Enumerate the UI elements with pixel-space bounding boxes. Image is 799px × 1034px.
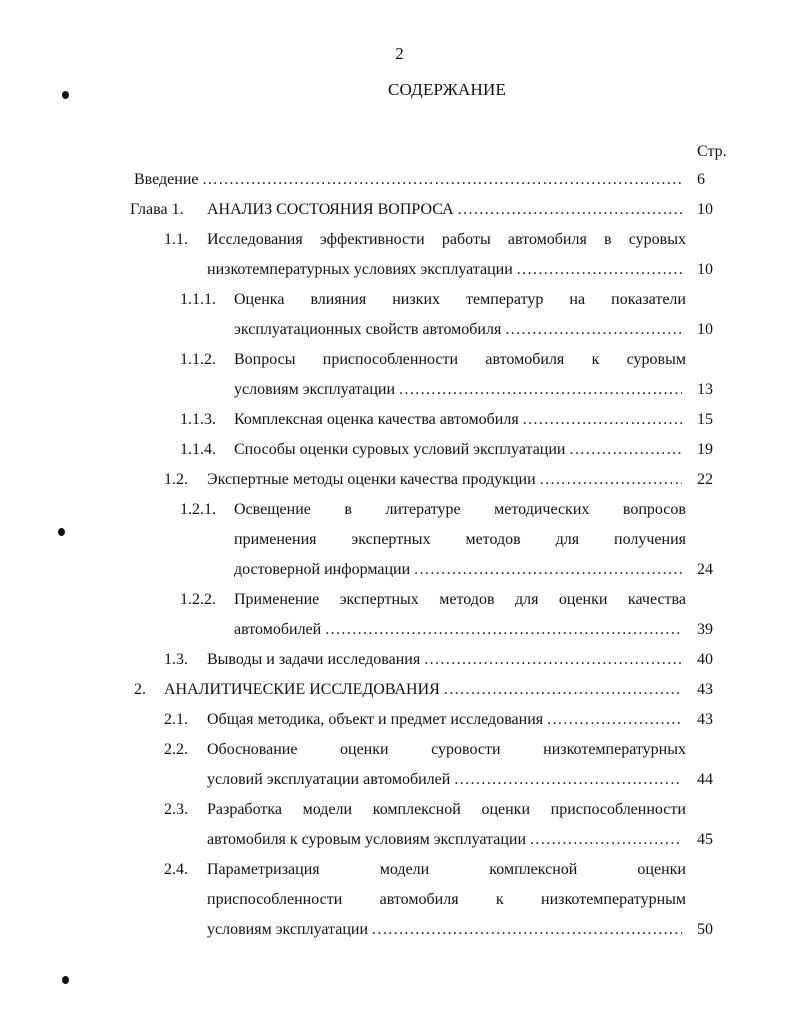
- toc-entry-line: [207, 260, 686, 280]
- dot-leader: [203, 170, 683, 190]
- toc-entry-number: 1.1.4.: [180, 441, 216, 458]
- toc-entry-line: [207, 650, 686, 670]
- dot-leader: [530, 830, 682, 850]
- dot-leader: [372, 920, 682, 940]
- toc-entry-line: [234, 320, 686, 340]
- dot-leader: [454, 770, 682, 790]
- toc-entry-number: 1.1.2.: [180, 351, 216, 368]
- toc-entry-title: достоверной информации: [234, 561, 411, 578]
- toc-entry-line: [207, 200, 686, 220]
- toc-page-number: 10: [697, 201, 713, 218]
- dot-leader: [414, 560, 682, 580]
- toc-page-number: 43: [697, 711, 713, 728]
- toc-entry-number: 1.2.1.: [180, 501, 216, 518]
- dot-leader: [325, 620, 682, 640]
- dot-leader: [444, 680, 682, 700]
- toc-entry-title: Способы оценки суровых условий эксплуатации: [234, 441, 566, 458]
- toc-entry-title: Общая методика, объект и предмет исследования: [207, 711, 544, 728]
- toc-page-number: 44: [697, 771, 713, 788]
- toc-page-number: 40: [697, 651, 713, 668]
- toc-entry-line: [234, 410, 686, 430]
- toc-entry-number: 2.: [134, 681, 146, 698]
- toc-entry-title: условий эксплуатации автомобилей: [207, 771, 451, 788]
- scan-speck: [62, 976, 69, 984]
- toc-entry-title: Комплексная оценка качества автомобиля: [234, 411, 519, 428]
- toc-page-number: 6: [697, 171, 705, 188]
- toc-entry-line: [207, 830, 686, 850]
- toc-page-number: 10: [697, 321, 713, 338]
- toc-entry-line: Параметризация модели комплексной оценки: [207, 861, 686, 878]
- toc-page-number: 24: [697, 561, 713, 578]
- toc-entry-line: [164, 680, 686, 700]
- dot-leader: [399, 380, 682, 400]
- dot-leader: [458, 200, 682, 220]
- toc-entry-line: Вопросы приспособленности автомобиля к суровым: [234, 351, 686, 368]
- toc-entry-line: Исследования эффективности работы автомобиля в суровых: [207, 231, 686, 248]
- toc-entry-title: Экспертные методы оценки качества продукции: [207, 471, 536, 488]
- toc-entry-title: АНАЛИЗ СОСТОЯНИЯ ВОПРОСА: [207, 201, 454, 218]
- toc-entry-line: [234, 380, 686, 400]
- toc-entry-line: [207, 470, 686, 490]
- toc-entry-title: условиям эксплуатации: [207, 921, 369, 938]
- toc-page-number: 43: [697, 681, 713, 698]
- dot-leader: [505, 320, 682, 340]
- toc-entry-line: [134, 170, 686, 190]
- scan-speck: [58, 528, 65, 536]
- toc-page-number: 50: [697, 921, 713, 938]
- toc-entry-number: 2.1.: [164, 711, 188, 728]
- toc-entry-line: [207, 770, 686, 790]
- toc-entry-line: Применение экспертных методов для оценки качества: [234, 591, 686, 608]
- toc-entry-title: Выводы и задачи исследования: [207, 651, 421, 668]
- toc-page-number: 19: [697, 441, 713, 458]
- toc-entry-line: [234, 440, 686, 460]
- toc-entry-line: [234, 560, 686, 580]
- toc-entry-line: Оценка влияния низких температур на показатели: [234, 291, 686, 308]
- scan-speck: [62, 91, 69, 99]
- dot-leader: [570, 440, 683, 460]
- toc-entry-line: Обоснование оценки суровости низкотемпературных: [207, 741, 686, 758]
- toc-page-number: 13: [697, 381, 713, 398]
- dot-leader: [540, 470, 682, 490]
- dot-leader: [547, 710, 682, 730]
- toc-entry-number: 2.4.: [164, 861, 188, 878]
- toc-entry-title: автомобилей: [234, 621, 322, 638]
- dot-leader: [424, 650, 682, 670]
- toc-entry-line: применения экспертных методов для получения: [234, 531, 686, 548]
- toc-entry-title: низкотемпературных условиях эксплуатации: [207, 261, 513, 278]
- page-column-label: Стр.: [697, 143, 727, 160]
- toc-entry-number: 1.1.1.: [180, 291, 216, 308]
- toc-page-number: 39: [697, 621, 713, 638]
- toc-entry-line: Освещение в литературе методических вопросов: [234, 501, 686, 518]
- toc-entry-number: 1.1.3.: [180, 411, 216, 428]
- dot-leader: [517, 260, 682, 280]
- toc-page-number: 10: [697, 261, 713, 278]
- toc-entry-title: условиям эксплуатации: [234, 381, 396, 398]
- toc-entry-line: приспособленности автомобиля к низкотемпературным: [207, 891, 686, 908]
- toc-entry-title: АНАЛИТИЧЕСКИЕ ИССЛЕДОВАНИЯ: [164, 681, 440, 698]
- toc-entry-number: 1.2.: [164, 471, 188, 488]
- toc-page-number: 22: [697, 471, 713, 488]
- toc-entry-line: [234, 620, 686, 640]
- toc-entry-number: Глава 1.: [130, 201, 184, 218]
- toc-entry-title: эксплуатационных свойств автомобиля: [234, 321, 502, 338]
- toc-entry-title: автомобиля к суровым условиям эксплуатации: [207, 831, 527, 848]
- toc-page-number: 45: [697, 831, 713, 848]
- page-number: 2: [395, 44, 404, 63]
- toc-entry-title: Введение: [134, 171, 199, 188]
- toc-entry-line: [207, 710, 686, 730]
- toc-entry-number: 2.2.: [164, 741, 188, 758]
- toc-page-number: 15: [697, 411, 713, 428]
- toc-entry-number: 1.2.2.: [180, 591, 216, 608]
- page-title: СОДЕРЖАНИЕ: [388, 80, 507, 99]
- toc-entry-number: 1.3.: [164, 651, 188, 668]
- dot-leader: [523, 410, 682, 430]
- toc-entry-line: [207, 920, 686, 940]
- toc-entry-line: Разработка модели комплексной оценки приспособленности: [207, 801, 686, 818]
- toc-entry-number: 2.3.: [164, 801, 188, 818]
- toc-entry-number: 1.1.: [164, 231, 188, 248]
